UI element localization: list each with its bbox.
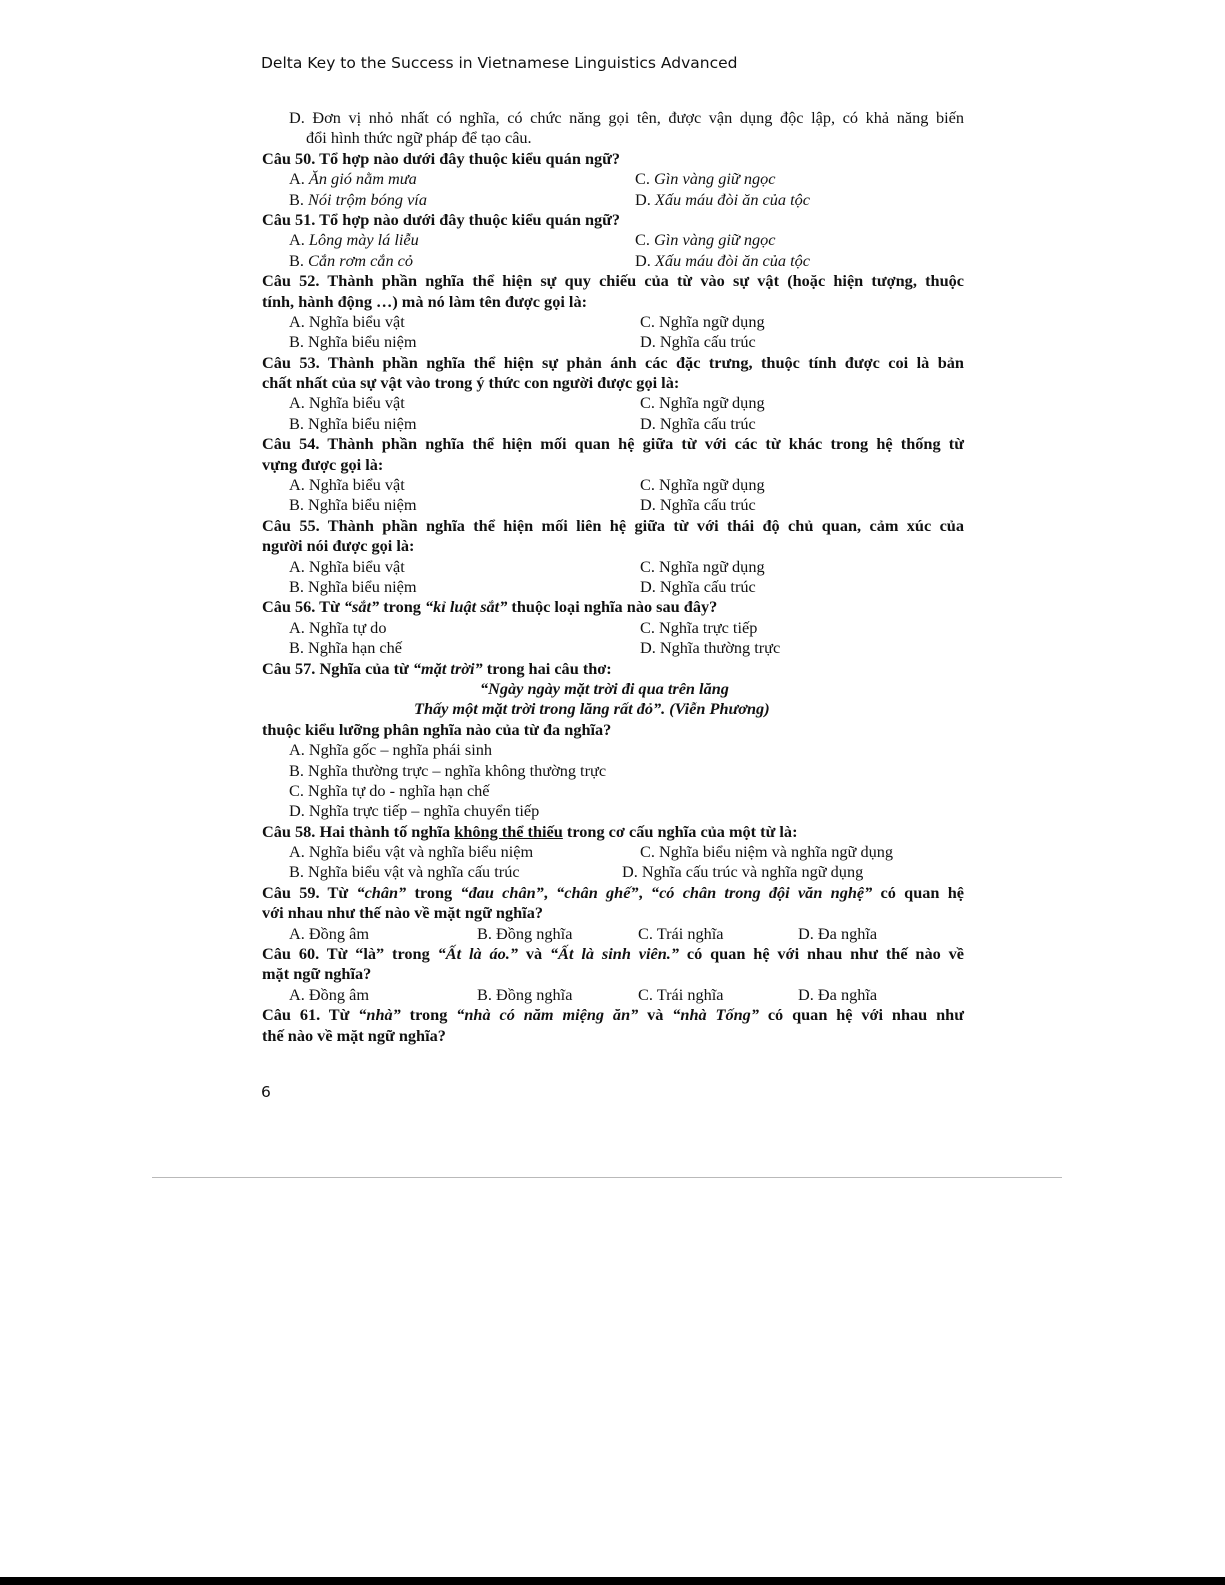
poem-line: “Ngày ngày mặt trời đi qua trên lăng xyxy=(480,678,729,698)
page-content xyxy=(262,108,964,1046)
options-row: A. Ăn gió nằm mưa C. Gìn vàng giữ ngọc xyxy=(289,169,776,189)
bottom-edge-bar xyxy=(0,1577,1225,1585)
running-header: Delta Key to the Success in Vietnamese Linguistics Advanced xyxy=(261,54,738,72)
option-line: đổi hình thức ngữ pháp để tạo câu. xyxy=(306,128,532,148)
options-row: B. Nghĩa biểu niệm D. Nghĩa cấu trúc xyxy=(289,413,756,433)
question-56: Câu 56. Từ “sắt” trong “kỉ luật sắt” thuộc loại nghĩa nào sau đây? xyxy=(262,597,718,617)
option-line: D. Nghĩa trực tiếp – nghĩa chuyển tiếp xyxy=(289,801,540,821)
page-number: 6 xyxy=(261,1083,271,1101)
question-50: Câu 50. Tổ hợp nào dưới đây thuộc kiểu quán ngữ? xyxy=(262,148,621,168)
options-row: B. Cắn rơm cắn cỏ D. Xấu máu đòi ăn của tộc xyxy=(289,250,811,270)
question-57: Câu 57. Nghĩa của từ “mặt trời” trong hai câu thơ: xyxy=(262,658,612,678)
options-row: A. Nghĩa biểu vật C. Nghĩa ngữ dụng xyxy=(289,311,765,331)
options-row: B. Nghĩa biểu niệm D. Nghĩa cấu trúc xyxy=(289,332,756,352)
page-divider xyxy=(152,1177,1062,1178)
question-61-cont: thế nào về mặt ngữ nghĩa? xyxy=(262,1025,446,1045)
question-53: Câu 53. Thành phần nghĩa thể hiện sự phản ánh các đặc trưng, thuộc tính được coi là bản xyxy=(262,352,964,372)
question-55: Câu 55. Thành phần nghĩa thể hiện mối liên hệ giữa từ với thái độ chủ quan, cảm xúc của xyxy=(262,515,964,535)
option-line: B. Nghĩa thường trực – nghĩa không thường trực xyxy=(289,760,607,780)
options-row: B. Nghĩa biểu niệm D. Nghĩa cấu trúc xyxy=(289,495,756,515)
poem-line: Thấy một mặt trời trong lăng rất đỏ”. (Viễn Phương) xyxy=(414,699,770,719)
question-59-cont: với nhau như thế nào về mặt ngữ nghĩa? xyxy=(262,903,543,923)
question-58: Câu 58. Hai thành tố nghĩa không thể thiếu trong cơ cấu nghĩa của một từ là: xyxy=(262,821,798,841)
question-53-cont: chất nhất của sự vật vào trong ý thức con người được gọi là: xyxy=(262,373,680,393)
option-line: D. Đơn vị nhỏ nhất có nghĩa, có chức năng gọi tên, được vận dụng độc lập, có khả năng biến xyxy=(289,108,964,127)
options-row: A. Nghĩa biểu vật và nghĩa biểu niệm C. Nghĩa biểu niệm và nghĩa ngữ dụng xyxy=(289,842,894,862)
question-54: Câu 54. Thành phần nghĩa thể hiện mối quan hệ giữa từ với các từ khác trong hệ thống từ xyxy=(262,434,964,454)
options-row: A. Nghĩa biểu vật C. Nghĩa ngữ dụng xyxy=(289,556,765,576)
option-line: A. Nghĩa gốc – nghĩa phái sinh xyxy=(289,740,493,760)
question-55-cont: người nói được gọi là: xyxy=(262,536,415,556)
options-row: B. Nói trộm bóng vía D. Xấu máu đòi ăn của tộc xyxy=(289,189,811,209)
options-row: B. Nghĩa biểu vật và nghĩa cấu trúc D. Nghĩa cấu trúc và nghĩa ngữ dụng xyxy=(289,862,864,882)
options-row: A. Đồng âm B. Đồng nghĩa C. Trái nghĩa D. Đa nghĩa xyxy=(289,984,878,1004)
question-52: Câu 52. Thành phần nghĩa thể hiện sự quy chiếu của từ vào sự vật (hoặc hiện tượng, thuộc xyxy=(262,271,964,291)
options-row: B. Nghĩa hạn chế D. Nghĩa thường trực xyxy=(289,638,781,658)
options-row: A. Nghĩa biểu vật C. Nghĩa ngữ dụng xyxy=(289,393,765,413)
options-row: A. Đồng âm B. Đồng nghĩa C. Trái nghĩa D. Đa nghĩa xyxy=(289,923,878,943)
question-52-cont: tính, hành động …) mà nó làm tên được gọi là: xyxy=(262,291,588,311)
question-57-cont: thuộc kiểu lưỡng phân nghĩa nào của từ đa nghĩa? xyxy=(262,719,612,739)
options-row: A. Nghĩa tự do C. Nghĩa trực tiếp xyxy=(289,617,758,637)
question-54-cont: vựng được gọi là: xyxy=(262,454,384,474)
options-row: B. Nghĩa biểu niệm D. Nghĩa cấu trúc xyxy=(289,576,756,596)
question-51: Câu 51. Tổ hợp nào dưới đây thuộc kiểu quán ngữ? xyxy=(262,209,621,229)
options-row: A. Nghĩa biểu vật C. Nghĩa ngữ dụng xyxy=(289,475,765,495)
option-line: C. Nghĩa tự do - nghĩa hạn chế xyxy=(289,780,490,800)
question-60-cont: mặt ngữ nghĩa? xyxy=(262,964,372,984)
question-59: Câu 59. Từ “chân” trong “đau chân”, “chân ghế”, “có chân trong đội văn nghệ” có quan hệ xyxy=(262,882,965,902)
question-61: Câu 61. Từ “nhà” trong “nhà có năm miệng ăn” và “nhà Tống” có quan hệ với nhau như xyxy=(262,1005,964,1025)
question-60: Câu 60. Từ “là” trong “Ất là áo.” và “Ất là sinh viên.” có quan hệ với nhau như thế nào về xyxy=(262,944,964,964)
options-row: A. Lông mày lá liễu C. Gìn vàng giữ ngọc xyxy=(289,230,776,250)
